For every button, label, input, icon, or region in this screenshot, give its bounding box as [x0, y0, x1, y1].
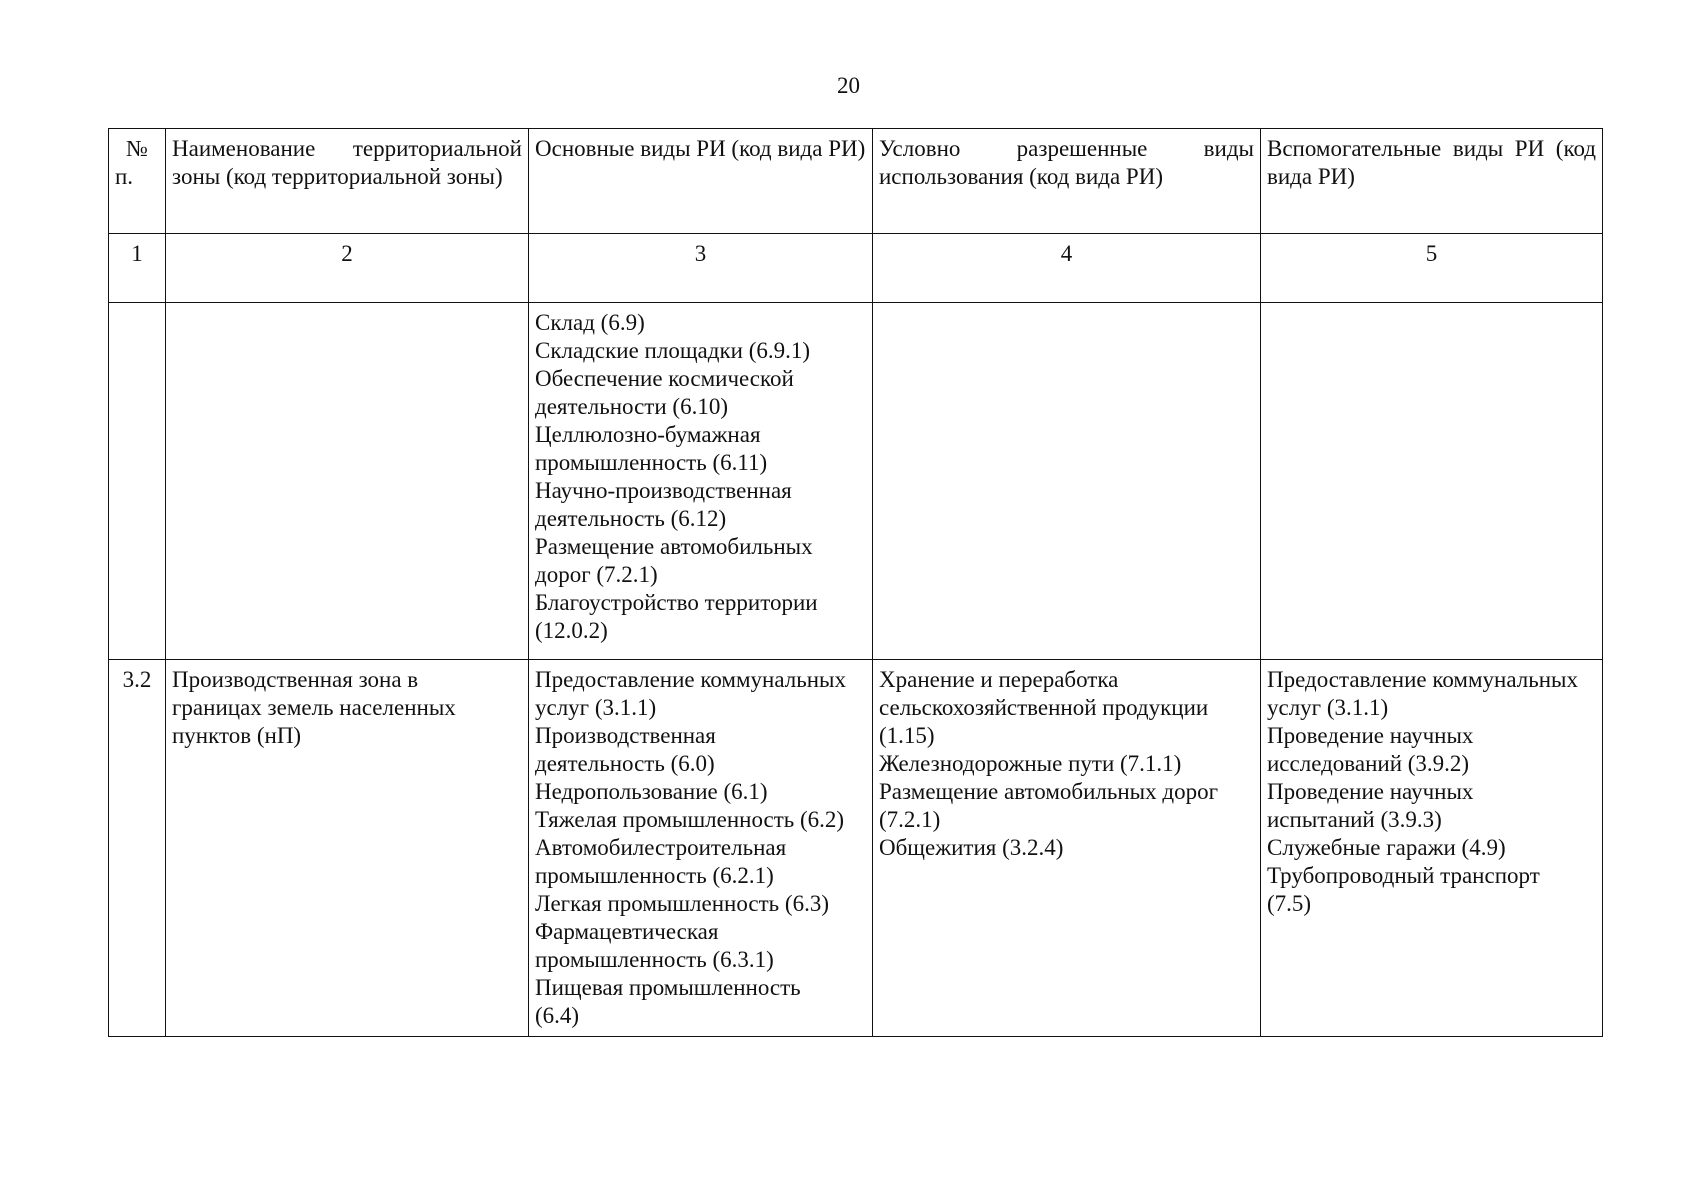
header-number: № п. — [109, 129, 166, 234]
main-use-line: деятельность (6.0) — [535, 751, 715, 776]
main-use-line: (12.0.2) — [535, 618, 608, 643]
main-use-line: Размещение автомобильных — [535, 534, 813, 559]
zoning-table — [108, 128, 1603, 1037]
auxiliary-use-line: Трубопроводный транспорт — [1267, 863, 1540, 888]
row-number-cell: 3.2 — [109, 660, 166, 1037]
main-uses-cell — [529, 660, 873, 1037]
main-use-line: деятельность (6.12) — [535, 506, 727, 531]
main-use-line: Недропользование (6.1) — [535, 779, 768, 804]
conditional-use-line: Общежития (3.2.4) — [879, 835, 1064, 860]
auxiliary-use-line: Проведение научных — [1267, 779, 1474, 804]
auxiliary-use-line: Проведение научных — [1267, 723, 1474, 748]
main-use-line: услуг (3.1.1) — [535, 695, 657, 720]
conditional-use-line: сельскохозяйственной продукции — [879, 695, 1209, 720]
main-use-line: Целлюлозно-бумажная — [535, 422, 761, 447]
header-conditional-uses: Условно разрешенные виды использования (код вида РИ) — [873, 129, 1261, 234]
main-use-line: Обеспечение космической — [535, 366, 794, 391]
main-use-line: промышленность (6.11) — [535, 450, 768, 475]
page-number: 20 — [837, 73, 860, 98]
table-header-row — [109, 129, 1603, 234]
auxiliary-uses-cell — [1261, 303, 1603, 660]
zone-name-cell — [166, 660, 529, 1037]
conditional-use-line: (1.15) — [879, 723, 935, 748]
main-uses-cell — [529, 303, 873, 660]
auxiliary-use-line: Служебные гаражи (4.9) — [1267, 835, 1506, 860]
column-number: 4 — [873, 234, 1261, 303]
column-number: 2 — [166, 234, 529, 303]
main-use-line: Автомобилестроительная — [535, 835, 787, 860]
main-use-line: дорог (7.2.1) — [535, 562, 658, 587]
conditional-use-line: Железнодорожные пути (7.1.1) — [879, 751, 1182, 776]
column-number-row — [109, 234, 1603, 303]
main-use-line: Тяжелая промышленность (6.2) — [535, 807, 845, 832]
auxiliary-uses-cell — [1261, 660, 1603, 1037]
row-number-cell — [109, 303, 166, 660]
zone-name-line: пунктов (нП) — [172, 723, 302, 748]
column-number: 1 — [109, 234, 166, 303]
header-zone-name: Наименование территориальной зоны (код территориальной зоны) — [166, 129, 529, 234]
main-use-line: Складские площадки (6.9.1) — [535, 338, 811, 363]
conditional-uses-cell — [873, 303, 1261, 660]
zone-name-line: Производственная зона в — [172, 667, 419, 692]
main-use-line: Производственная — [535, 723, 716, 748]
conditional-use-line: (7.2.1) — [879, 807, 941, 832]
auxiliary-use-line: испытаний (3.9.3) — [1267, 807, 1442, 832]
auxiliary-use-line: (7.5) — [1267, 891, 1312, 916]
auxiliary-use-line: исследований (3.9.2) — [1267, 751, 1470, 776]
main-use-line: Предоставление коммунальных — [535, 667, 846, 692]
main-use-line: Фармацевтическая — [535, 919, 719, 944]
main-use-line: Пищевая промышленность — [535, 975, 801, 1000]
main-use-line: Научно-производственная — [535, 478, 792, 503]
conditional-uses-cell — [873, 660, 1261, 1037]
column-number: 3 — [529, 234, 873, 303]
zone-name-cell — [166, 303, 529, 660]
main-use-line: промышленность (6.3.1) — [535, 947, 774, 972]
conditional-use-line: Размещение автомобильных дорог — [879, 779, 1219, 804]
main-use-line: (6.4) — [535, 1003, 580, 1028]
zone-name-line: границах земель населенных — [172, 695, 456, 720]
column-number: 5 — [1261, 234, 1603, 303]
main-use-line: Благоустройство территории — [535, 590, 818, 615]
main-use-line: промышленность (6.2.1) — [535, 863, 774, 888]
header-main-uses: Основные виды РИ (код вида РИ) — [529, 129, 873, 234]
auxiliary-use-line: услуг (3.1.1) — [1267, 695, 1389, 720]
auxiliary-use-line: Предоставление коммунальных — [1267, 667, 1578, 692]
conditional-use-line: Хранение и переработка — [879, 667, 1119, 692]
main-use-line: деятельности (6.10) — [535, 394, 728, 419]
header-auxiliary-uses: Вспомогательные виды РИ (код вида РИ) — [1261, 129, 1603, 234]
table-row — [109, 660, 1603, 1037]
table-row — [109, 303, 1603, 660]
main-use-line: Склад (6.9) — [535, 310, 645, 335]
main-use-line: Легкая промышленность (6.3) — [535, 891, 829, 916]
